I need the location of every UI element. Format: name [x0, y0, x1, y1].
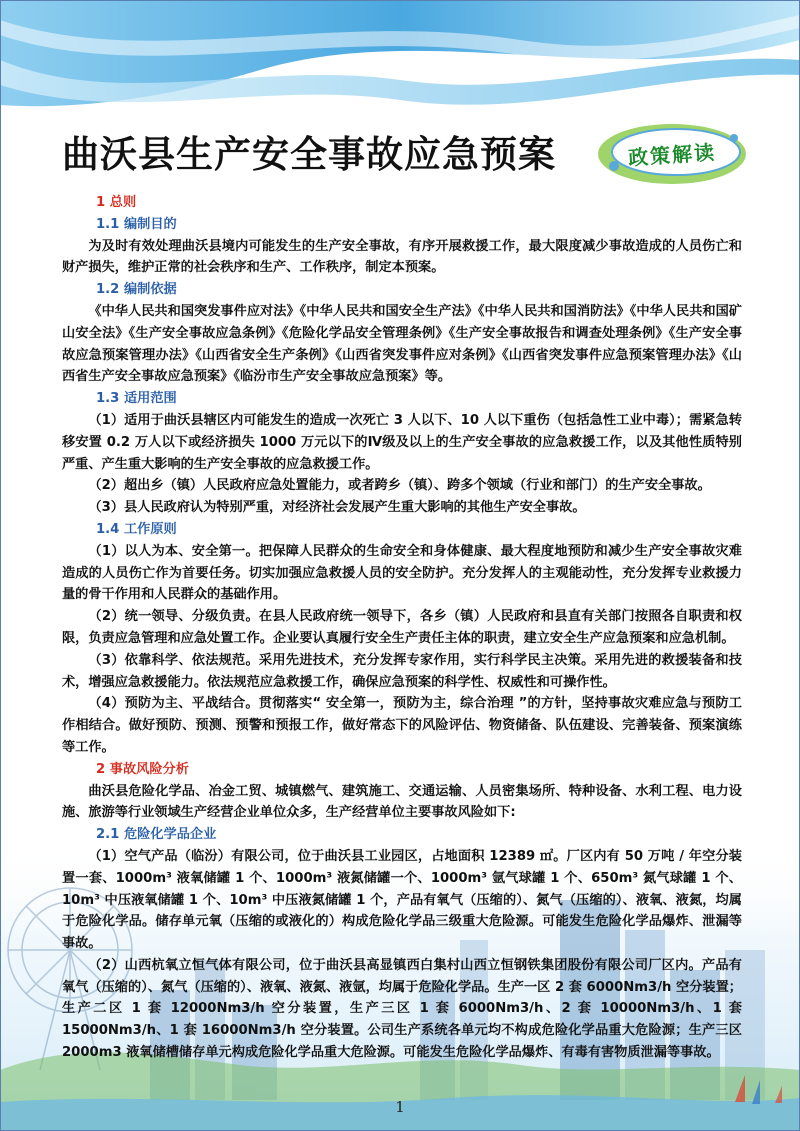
subsection-heading: 1.4 工作原则: [96, 521, 177, 537]
subsection-heading: 1.1 编制目的: [96, 216, 177, 232]
paragraph: （1）空气产品（临汾）有限公司，位于曲沃县工业园区，占地面积 12389 ㎡。厂区内有 50 万吨 / 年空分装置一套、1000m³ 液氧储罐 1 个、1000m³ 液氮储罐一个、1000m³ 氩气球罐 1 个、650m³ 氮气球罐 1 个、10m³ 中压液氧储罐 1 个、10m³ 中压液氮储罐 1 个，产品有氧气（压缩的）、氮气（压缩的）、液氧、液氮，均属于危险化学品。储存单元氧（压缩的或液化的）构成危险化学品三级重大危险源。可能发生危险化学品爆炸、泄漏等事故。: [62, 848, 742, 952]
paragraph: （1）以人为本、安全第一。把保障人民群众的生命安全和身体健康、最大程度地预防和减少生产安全事故灾难造成的人员伤亡作为首要任务。切实加强应急救援人员的安全防护。充分发挥人的主观能动性，充分发挥专业救援力量的骨干作用和人民群众的基础作用。: [62, 543, 742, 603]
subsection-heading: 2.1 危险化学品企业: [96, 827, 217, 843]
document-body: [62, 192, 742, 1064]
policy-interpretation-badge: 政策解读: [627, 139, 717, 171]
paragraph: （2）超出乡（镇）人民政府应急处置能力，或者跨乡（镇）、跨多个领域（行业和部门）的生产安全事故。: [88, 478, 711, 494]
paragraph: （4）预防为主、平战结合。贯彻落实“ 安全第一，预防为主，综合治理 ”的方针，坚持事故灾难应急与预防工作相结合。做好预防、预测、预警和预报工作，做好常态下的风险评估、物资储备、队伍建设、完善装备、预案演练等工作。: [62, 696, 742, 755]
paragraph: （1）适用于曲沃县辖区内可能发生的造成一次死亡 3 人以下、10 人以下重伤（包括急性工业中毒）；需紧急转移安置 0.2 万人以下或经济损失 1000 万元以下的Ⅳ级及以上的生产安全事故的应急救援工作，以及其他性质特别严重、产生重大影响的生产安全事故的应急救援工作。: [62, 412, 742, 472]
paragraph: 《中华人民共和国突发事件应对法》《中华人民共和国安全生产法》《中华人民共和国消防法》《中华人民共和国矿山安全法》《生产安全事故应急条例》《危险化学品安全管理条例》《生产安全事故报告和调查处理条例》《生产安全事故应急预案管理办法》《山西省安全生产条例》《山西省突发事件应对条例》《山西省突发事件应急预案管理办法》《山西省生产安全事故应急预案》《临汾市生产安全事故应急预案》等。: [62, 303, 742, 385]
page-number: 1: [395, 1098, 405, 1116]
paragraph: （2）统一领导、分级负责。在县人民政府统一领导下，各乡（镇）人民政府和县直有关部门按照各自职责和权限，负责应急管理和应急处置工作。企业要认真履行安全生产责任主体的职责，建立安全生产应急预案和应急机制。: [62, 609, 742, 646]
paragraph: （2）山西杭氧立恒气体有限公司，位于曲沃县高显镇西白集村山西立恒钢铁集团股份有限公司厂区内。产品有氧气（压缩的）、氮气（压缩的）、液氧、液氮、液氩，均属于危险化学品。生产一区 2 套 6000Nm3/h 空分装置；生产二区 1 套 12000Nm3/h 空分装置，生产三区 1 套 6000Nm3/h、2 套 10000Nm3/h、1 套 15000Nm3/h、1 套 16000Nm3/h 空分装置。公司生产系统各单元均不构成危险化学品重大危险源；生产三区 2000m3 液氧储槽储存单元构成危险化学品重大危险源。可能发生危险化学品爆炸、有毒有害物质泄漏等事故。: [62, 957, 742, 1061]
section-heading: 1 总则: [96, 195, 137, 210]
paragraph: （3）依靠科学、依法规范。采用先进技术，充分发挥专家作用，实行科学民主决策。采用先进的救援装备和技术，增强应急救援能力。依法规范应急救援工作，确保应急预案的科学性、权威性和可操作性。: [62, 652, 742, 690]
paragraph: 为及时有效处理曲沃县境内可能发生的生产安全事故，有序开展救援工作，最大限度减少事故造成的人员伤亡和财产损失，维护正常的社会秩序和生产、工作秩序，制定本预案。: [62, 238, 742, 276]
subsection-heading: 1.3 适用范围: [96, 391, 177, 407]
subsection-heading: 1.2 编制依据: [96, 282, 177, 298]
section-heading: 2 事故风险分析: [96, 761, 189, 777]
paragraph: 曲沃县危险化学品、冶金工贸、城镇燃气、建筑施工、交通运输、人员密集场所、特种设备、水利工程、电力设施、旅游等行业领域生产经营企业单位众多，生产经营单位主要事故风险如下:: [62, 783, 742, 821]
paragraph: （3）县人民政府认为特别严重，对经济社会发展产生重大影响的其他生产安全事故。: [88, 500, 586, 516]
top-wave-decoration: [0, 0, 800, 130]
page-title: 曲沃县生产安全事故应急预案: [62, 132, 556, 176]
